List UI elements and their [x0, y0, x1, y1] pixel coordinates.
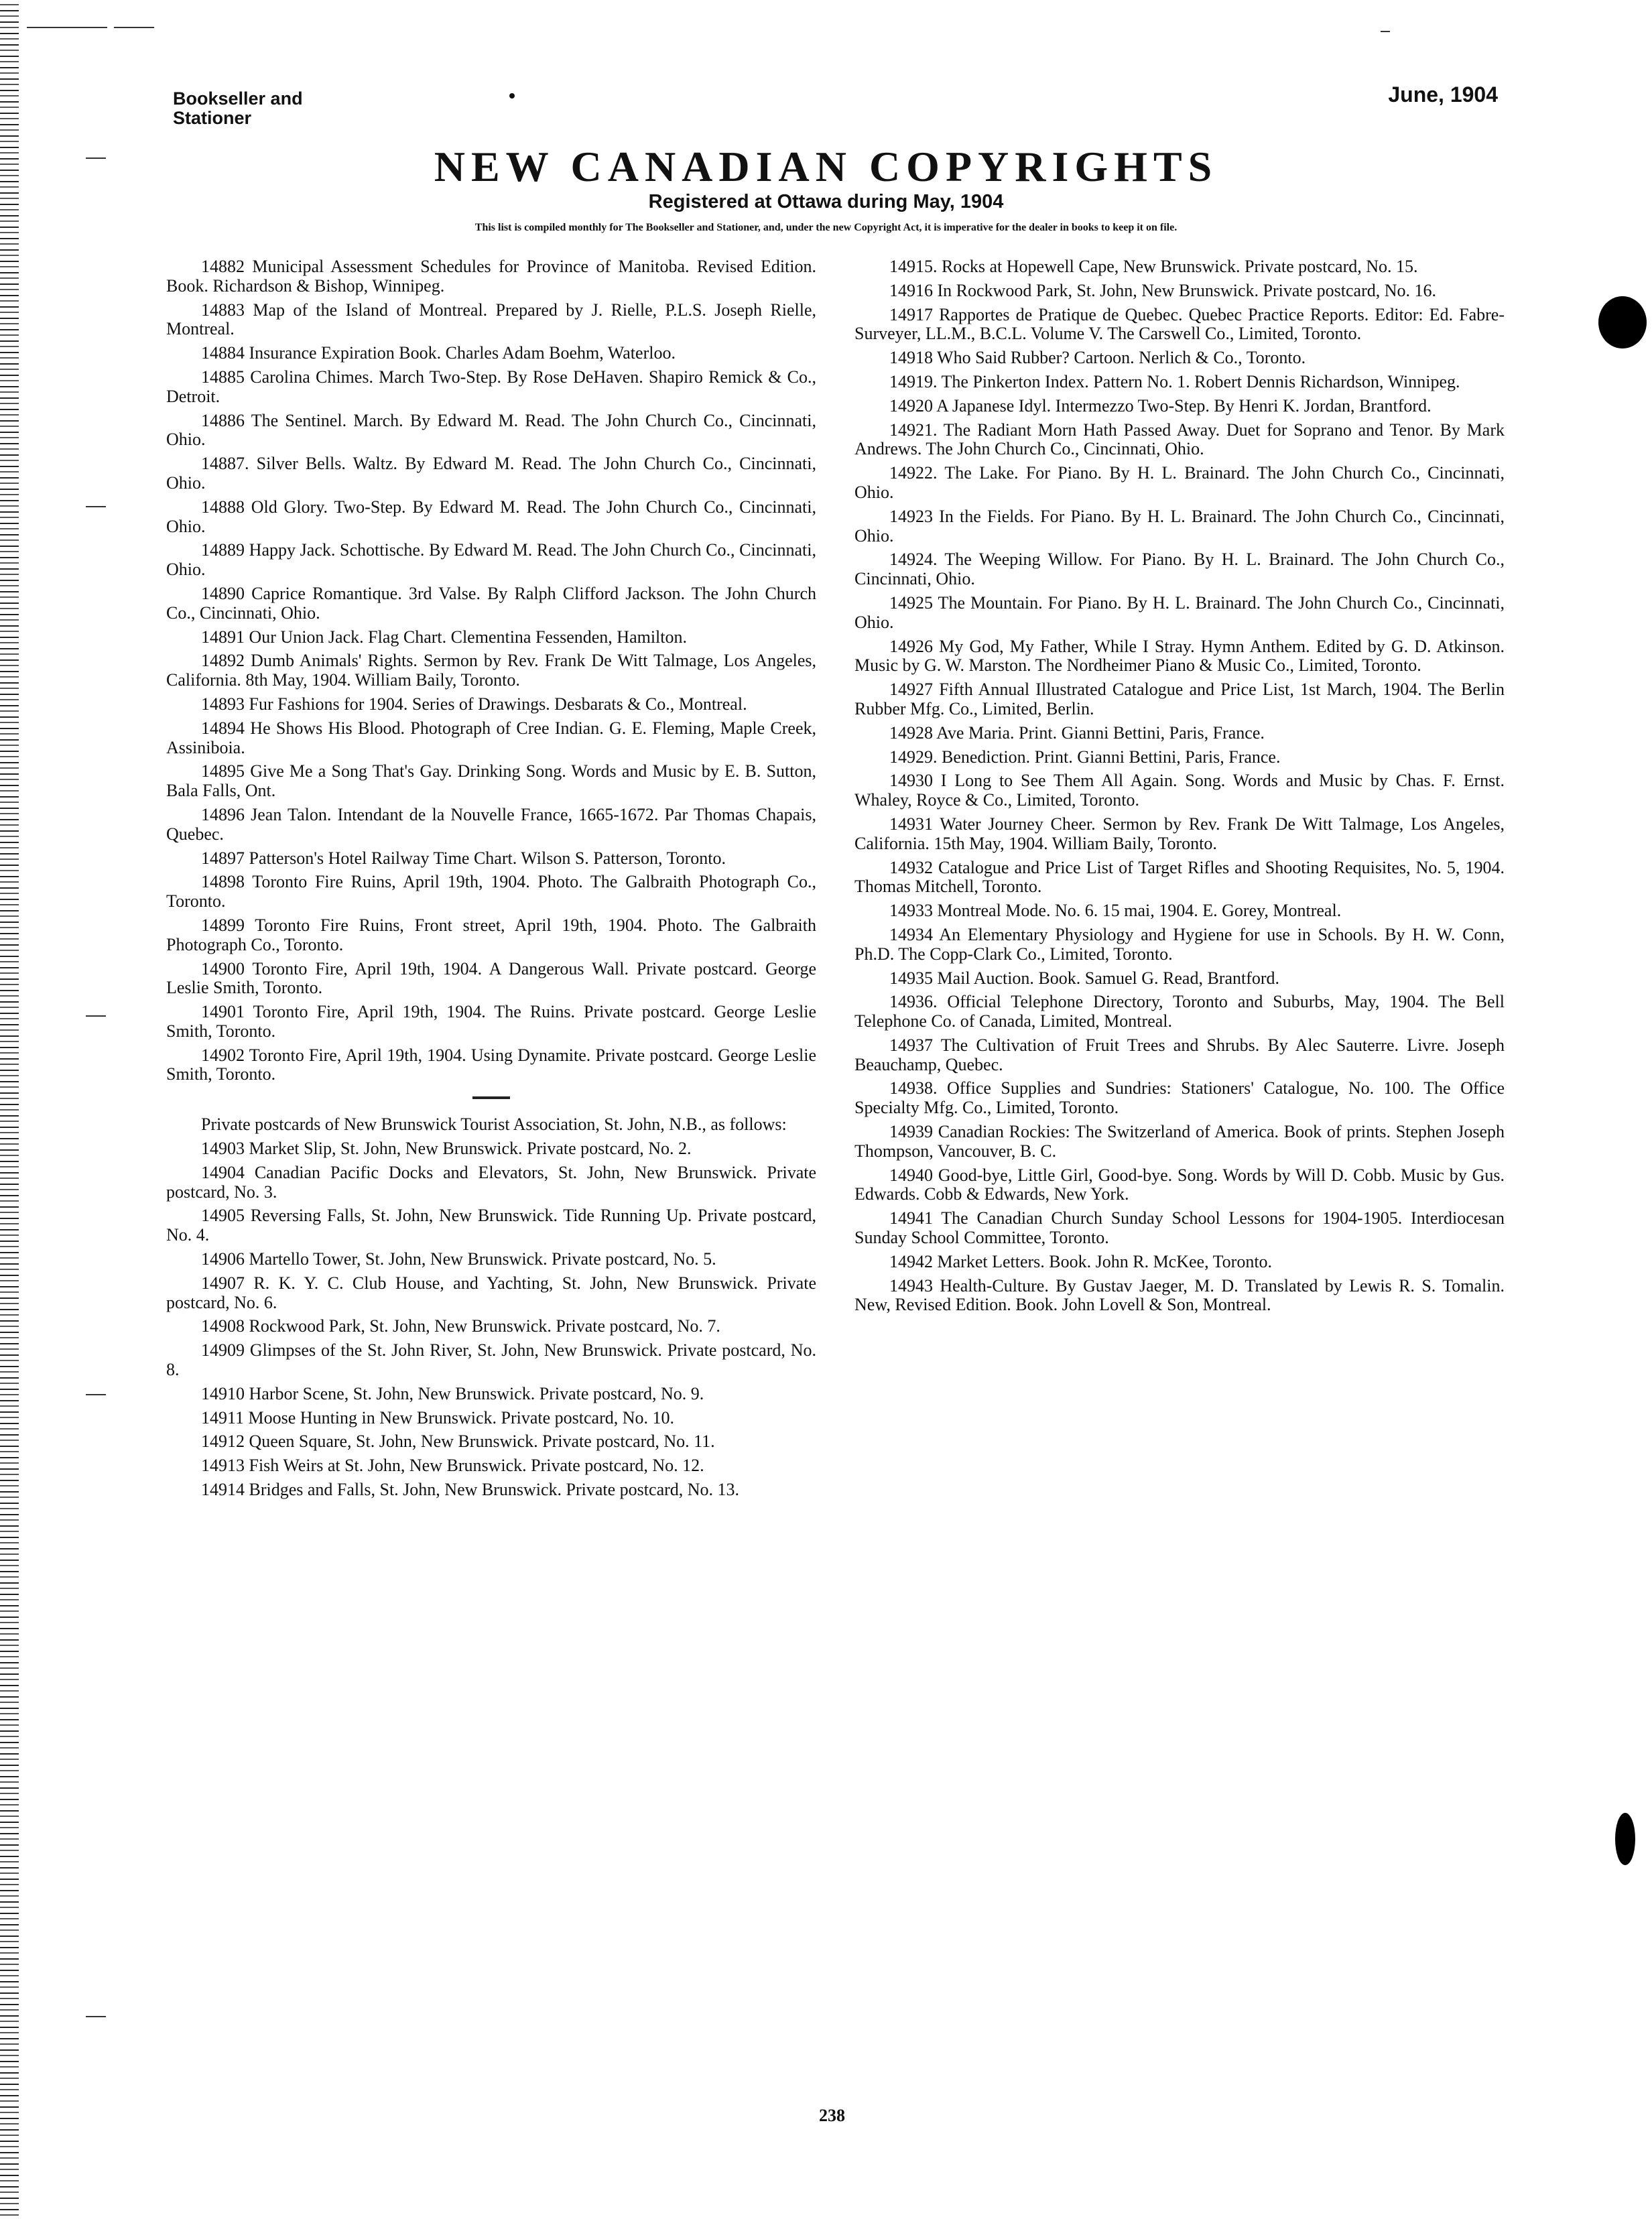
page-title: NEW CANADIAN COPYRIGHTS [434, 143, 1218, 190]
copyright-entry: 14906 Martello Tower, St. John, New Brunswick. Private postcard, No. 5. [201, 1249, 716, 1269]
copyright-entry: 14888 Old Glory. Two-Step. By Edward M. Read. The John Church Co., Cincinnati, Ohio. [166, 497, 816, 536]
copyright-entry: 14901 Toronto Fire, April 19th, 1904. The Ruins. Private postcard. George Leslie Smith, Toronto. [166, 1002, 816, 1041]
copyright-entry: 14931 Water Journey Cheer. Sermon by Rev. Frank De Witt Talmage, Los Angeles, California. 15th May, 1904. William Baily, Toronto. [854, 814, 1505, 853]
copyright-entry: 14889 Happy Jack. Schottische. By Edward M. Read. The John Church Co., Cincinnati, Ohio. [166, 540, 816, 580]
page-number: 238 [819, 2106, 845, 2125]
right-column [854, 257, 1505, 1320]
compilation-note: This list is compiled monthly for The Bookseller and Stationer, and, under the new Copyright Act, it is imperative for the dealer in books to keep it on file. [474, 222, 1178, 233]
postcard-intro: Private postcards of New Brunswick Tourist Association, St. John, N.B., as follows: [201, 1115, 787, 1135]
copyright-entry: 14886 The Sentinel. March. By Edward M. Read. The John Church Co., Cincinnati, Ohio. [166, 410, 816, 450]
copyright-entry: 14919. The Pinkerton Index. Pattern No. 1. Robert Dennis Richardson, Winnipeg. [889, 371, 1460, 391]
scan-mark [86, 1015, 106, 1017]
copyright-entry: 14897 Patterson's Hotel Railway Time Chart. Wilson S. Patterson, Toronto. [201, 848, 726, 868]
copyright-entry: 14891 Our Union Jack. Flag Chart. Clementina Fessenden, Hamilton. [201, 627, 688, 647]
copyright-entry: 14914 Bridges and Falls, St. John, New Brunswick. Private postcard, No. 13. [201, 1480, 740, 1500]
copyright-entry: 14910 Harbor Scene, St. John, New Brunswick. Private postcard, No. 9. [201, 1383, 704, 1403]
copyright-entry: 14893 Fur Fashions for 1904. Series of Drawings. Desbarats & Co., Montreal. [201, 694, 747, 714]
copyright-entry: 14928 Ave Maria. Print. Gianni Bettini, Paris, France. [889, 722, 1265, 743]
copyright-entry: 14917 Rapportes de Pratique de Quebec. Quebec Practice Reports. Editor: Ed. Fabre-Surveyer, LL.M., B.C.L. Volume V. The Carswell Co., Limited, Toronto. [854, 304, 1505, 344]
copyright-entry: 14903 Market Slip, St. John, New Brunswick. Private postcard, No. 2. [201, 1139, 692, 1159]
copyright-entry: 14905 Reversing Falls, St. John, New Brunswick. Tide Running Up. Private postcard, No. 4. [166, 1206, 816, 1245]
copyright-entry: 14882 Municipal Assessment Schedules for Province of Manitoba. Revised Edition. Book. Richardson & Bishop, Winnipeg. [166, 257, 816, 296]
scan-mark [86, 506, 106, 507]
copyright-entry: 14895 Give Me a Song That's Gay. Drinking Song. Words and Music by E. B. Sutton, Bala Falls, Ont. [166, 761, 816, 801]
copyright-entry: 14927 Fifth Annual Illustrated Catalogue and Price List, 1st March, 1904. The Berlin Rubber Mfg. Co., Limited, Berlin. [854, 680, 1505, 718]
copyright-entry: 14885 Carolina Chimes. March Two-Step. By Rose DeHaven. Shapiro Remick & Co., Detroit. [166, 367, 816, 406]
scan-mark [86, 2016, 106, 2017]
scan-mark [1381, 31, 1390, 32]
copyright-entry: 14898 Toronto Fire Ruins, April 19th, 1904. Photo. The Galbraith Photograph Co., Toronto. [166, 872, 816, 911]
copyright-entry: 14935 Mail Auction. Book. Samuel G. Read, Brantford. [889, 968, 1280, 988]
copyright-entry: 14920 A Japanese Idyl. Intermezzo Two-Step. By Henri K. Jordan, Brantford. [889, 395, 1432, 416]
copyright-entry: 14932 Catalogue and Price List of Target Rifles and Shooting Requisites, No. 5, 1904. Thomas Mitchell, Toronto. [854, 857, 1505, 897]
copyright-entry: 14915. Rocks at Hopewell Cape, New Brunswick. Private postcard, No. 15. [889, 257, 1418, 276]
publication-name [173, 89, 303, 128]
issue-date: June, 1904 [1388, 82, 1498, 107]
copyright-entry: 14940 Good-bye, Little Girl, Good-bye. Song. Words by Will D. Cobb. Music by Gus. Edwards. Cobb & Edwards, New York. [854, 1165, 1505, 1204]
copyright-entry: 14908 Rockwood Park, St. John, New Brunswick. Private postcard, No. 7. [201, 1316, 720, 1336]
copyright-entry: 14907 R. K. Y. C. Club House, and Yachting, St. John, New Brunswick. Private postcard, No. 6. [166, 1273, 816, 1312]
copyright-entry: 14904 Canadian Pacific Docks and Elevators, St. John, New Brunswick. Private postcard, No. 3. [166, 1162, 816, 1202]
copyright-entry: 14934 An Elementary Physiology and Hygiene for use in Schools. By H. W. Conn, Ph.D. The Copp-Clark Co., Limited, Toronto. [854, 924, 1505, 964]
ink-blot [1598, 296, 1647, 348]
scan-edge-artifact [0, 0, 19, 2219]
copyright-entry: 14912 Queen Square, St. John, New Brunswick. Private postcard, No. 11. [201, 1432, 715, 1452]
copyright-entry: 14894 He Shows His Blood. Photograph of Cree Indian. G. E. Fleming, Maple Creek, Assiniboia. [166, 718, 816, 757]
header-dot [509, 93, 515, 99]
copyright-entry: 14925 The Mountain. For Piano. By H. L. Brainard. The John Church Co., Cincinnati, Ohio. [854, 592, 1505, 632]
page-subtitle: Registered at Ottawa during May, 1904 [648, 191, 1004, 212]
left-column [166, 257, 816, 1505]
copyright-entry: 14938. Office Supplies and Sundries: Stationers' Catalogue, No. 100. The Office Specialty Mfg. Co., Limited, Toronto. [854, 1078, 1505, 1118]
copyright-entry: 14923 In the Fields. For Piano. By H. L. Brainard. The John Church Co., Cincinnati, Ohio. [854, 506, 1505, 546]
ink-blot [1615, 1813, 1635, 1865]
copyright-entry: 14926 My God, My Father, While I Stray. Hymn Anthem. Edited by G. D. Atkinson. Music by G. W. Marston. The Nordheimer Piano & Music Co., Limited, Toronto. [854, 636, 1505, 676]
copyright-entry: 14921. The Radiant Morn Hath Passed Away. Duet for Soprano and Tenor. By Mark Andrews. The John Church Co., Cincinnati, Ohio. [854, 420, 1505, 459]
copyright-entry: 14929. Benediction. Print. Gianni Bettini, Paris, France. [889, 747, 1281, 767]
copyright-entry: 14887. Silver Bells. Waltz. By Edward M. Read. The John Church Co., Cincinnati, Ohio. [166, 454, 816, 493]
copyright-entry: 14933 Montreal Mode. No. 6. 15 mai, 1904. E. Gorey, Montreal. [889, 901, 1342, 921]
copyright-entry: 14883 Map of the Island of Montreal. Prepared by J. Rielle, P.L.S. Joseph Rielle, Montreal. [166, 300, 816, 339]
copyright-entry: 14943 Health-Culture. By Gustav Jaeger, M. D. Translated by Lewis R. S. Tomalin. New, Revised Edition. Book. John Lovell & Son, Montreal. [854, 1275, 1505, 1315]
copyright-entry: 14900 Toronto Fire, April 19th, 1904. A Dangerous Wall. Private postcard. George Leslie Smith, Toronto. [166, 958, 816, 998]
copyright-entry: 14911 Moose Hunting in New Brunswick. Private postcard, No. 10. [201, 1407, 675, 1428]
copyright-entry: 14909 Glimpses of the St. John River, St. John, New Brunswick. Private postcard, No. 8. [166, 1340, 816, 1380]
copyright-entry: 14941 The Canadian Church Sunday School Lessons for 1904-1905. Interdiocesan Sunday School Committee, Toronto. [854, 1208, 1505, 1248]
copyright-entry: 14884 Insurance Expiration Book. Charles Adam Boehm, Waterloo. [201, 343, 676, 363]
copyright-entry: 14916 In Rockwood Park, St. John, New Brunswick. Private postcard, No. 16. [889, 280, 1437, 300]
copyright-entry: 14892 Dumb Animals' Rights. Sermon by Rev. Frank De Witt Talmage, Los Angeles, California. 8th May, 1904. William Baily, Toronto. [166, 651, 816, 690]
copyright-entry: 14918 Who Said Rubber? Cartoon. Nerlich & Co., Toronto. [889, 348, 1306, 368]
section-divider [472, 1096, 510, 1099]
copyright-entry: 14930 I Long to See Them All Again. Song. Words and Music by Chas. F. Ernst. Whaley, Royce & Co., Limited, Toronto. [854, 771, 1505, 810]
copyright-entry: 14937 The Cultivation of Fruit Trees and Shrubs. By Alec Sauterre. Livre. Joseph Beauchamp, Quebec. [854, 1035, 1505, 1074]
copyright-entry: 14899 Toronto Fire Ruins, Front street, April 19th, 1904. Photo. The Galbraith Photograph Co., Toronto. [166, 915, 816, 954]
copyright-entry: 14890 Caprice Romantique. 3rd Valse. By Ralph Clifford Jackson. The John Church Co., Cincinnati, Ohio. [166, 583, 816, 623]
scan-mark [27, 27, 107, 28]
publication-line-2: Stationer [173, 108, 252, 128]
scan-mark [114, 27, 154, 28]
publication-line-1: Bookseller and [173, 88, 303, 109]
copyright-entry: 14936. Official Telephone Directory, Toronto and Suburbs, May, 1904. The Bell Telephone Co. of Canada, Limited, Montreal. [854, 992, 1505, 1031]
postcard-entry-list [166, 1139, 816, 1500]
copyright-entry: 14942 Market Letters. Book. John R. McKee, Toronto. [889, 1251, 1273, 1271]
copyright-entry: 14896 Jean Talon. Intendant de la Nouvelle France, 1665-1672. Par Thomas Chapais, Quebec. [166, 804, 816, 844]
scan-mark [86, 1394, 106, 1395]
copyright-entry: 14913 Fish Weirs at St. John, New Brunswick. Private postcard, No. 12. [201, 1456, 704, 1476]
copyright-entry: 14939 Canadian Rockies: The Switzerland of America. Book of prints. Stephen Joseph Thompson, Vancouver, B. C. [854, 1122, 1505, 1161]
right-entry-list [854, 257, 1505, 1315]
copyright-entry: 14902 Toronto Fire, April 19th, 1904. Using Dynamite. Private postcard. George Leslie Smith, Toronto. [166, 1045, 816, 1084]
left-entry-list [166, 257, 816, 1084]
copyright-entry: 14922. The Lake. For Piano. By H. L. Brainard. The John Church Co., Cincinnati, Ohio. [854, 463, 1505, 502]
copyright-entry: 14924. The Weeping Willow. For Piano. By H. L. Brainard. The John Church Co., Cincinnati, Ohio. [854, 550, 1505, 589]
